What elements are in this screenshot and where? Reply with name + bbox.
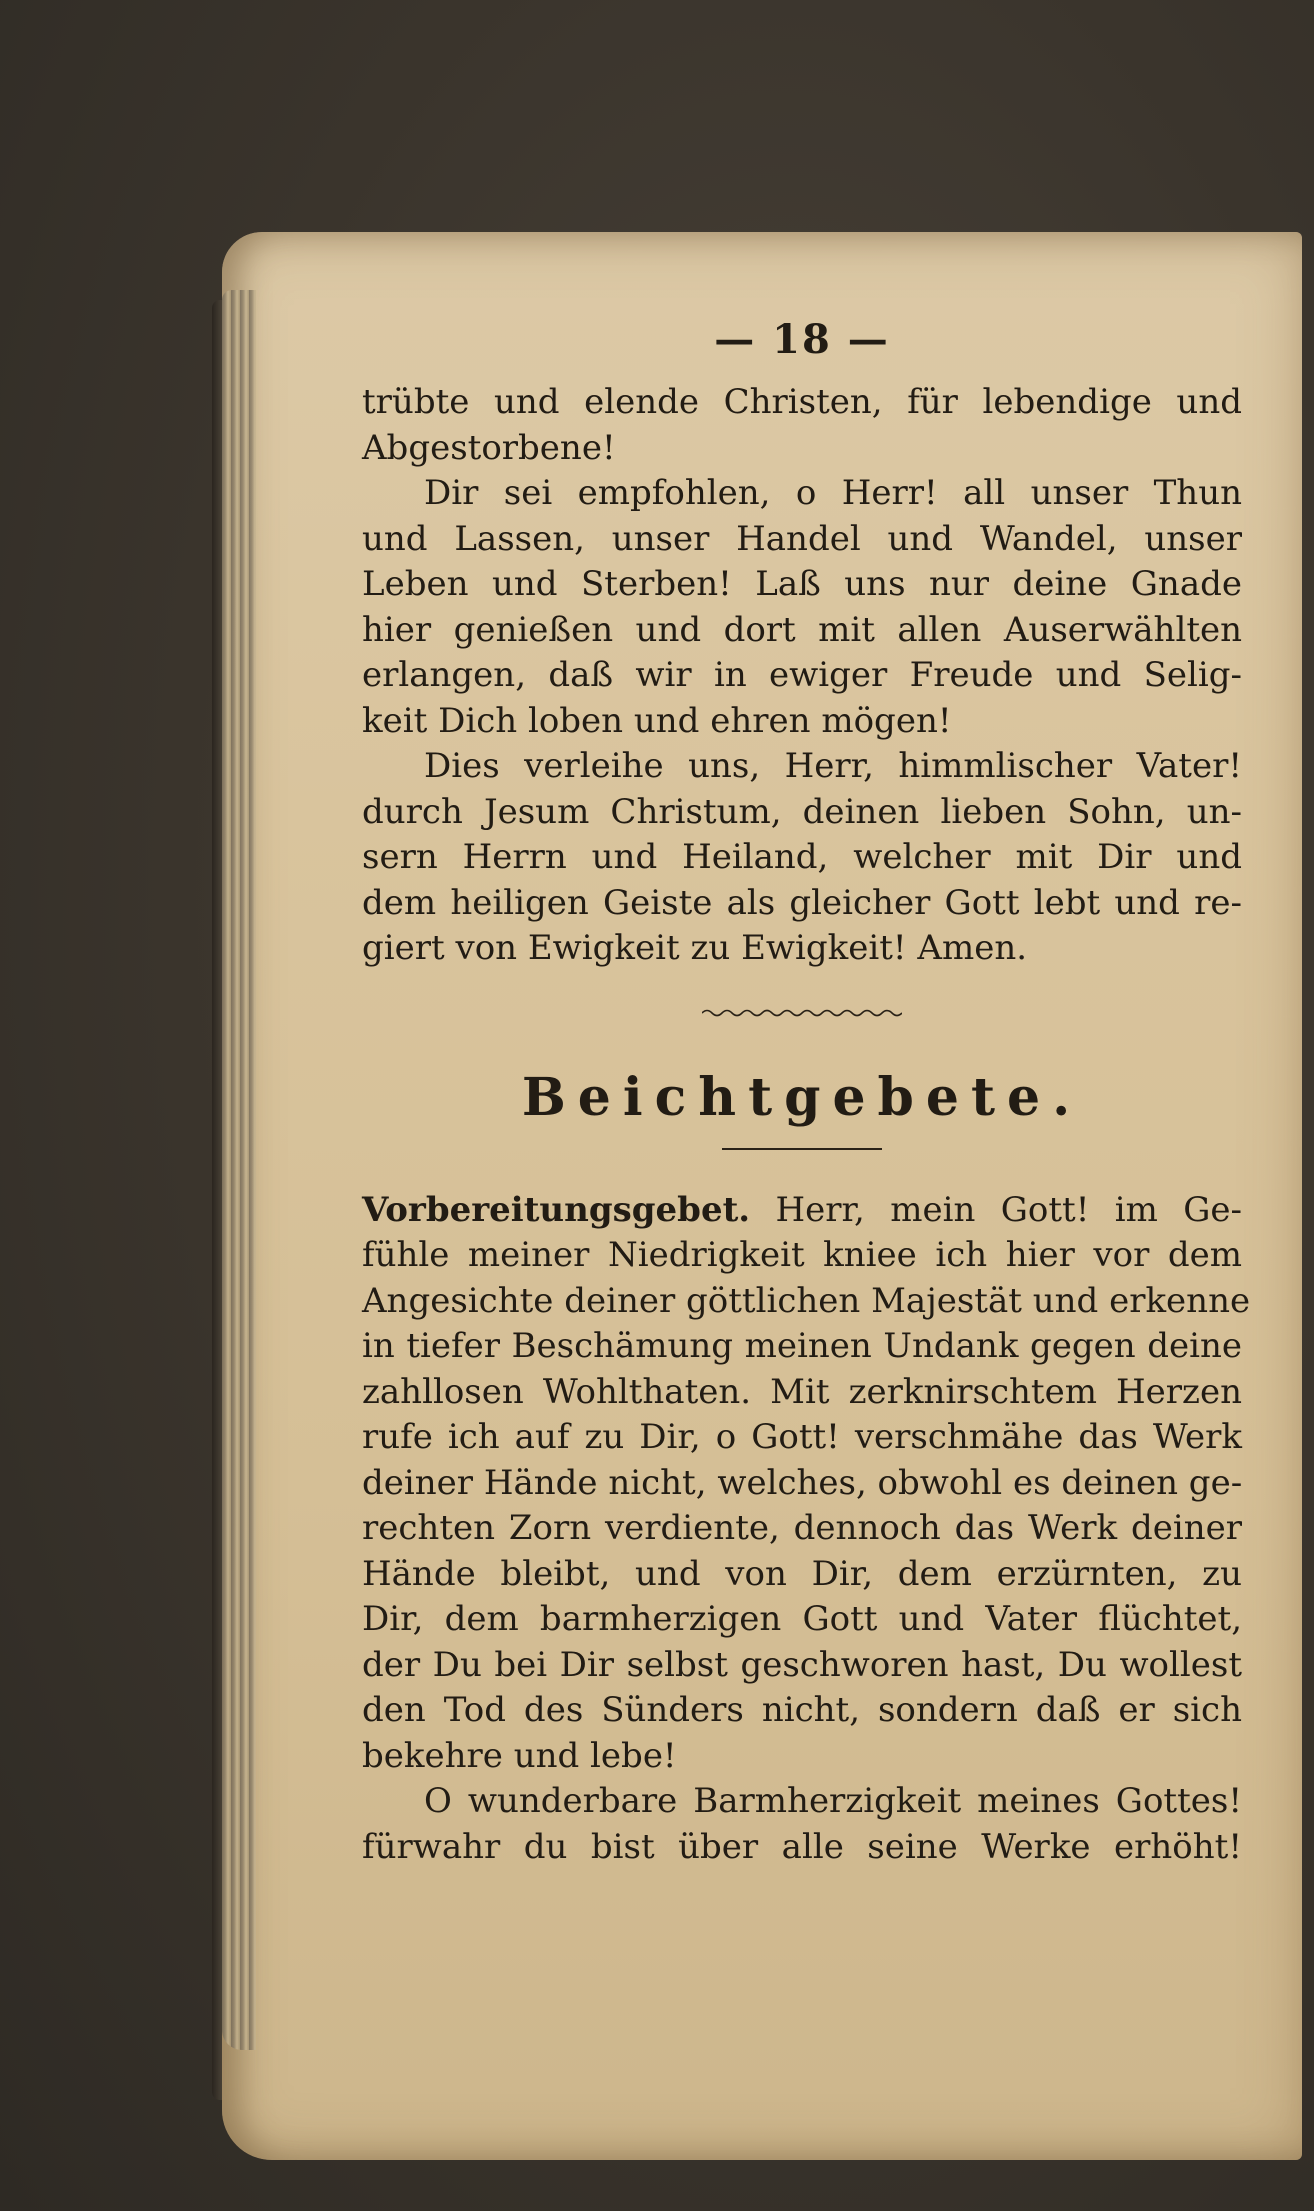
text-line (362, 1188, 1242, 1234)
text-line: rufe ich auf zu Dir, o Gott! verschmähe das Werk (362, 1417, 1242, 1457)
text-line: Leben und Sterben! Laß uns nur deine Gnade (362, 564, 1242, 604)
text-line: in tiefer Beschämung meinen Undank gegen deine (362, 1326, 1242, 1366)
prayer-continuation (362, 380, 1242, 972)
text-line: und Lassen, unser Handel und Wandel, unser (362, 518, 1242, 559)
text-line: Dir, dem barmherzigen Gott und Vater flüchtet, (362, 1599, 1242, 1639)
text-line: Abgestorbene! (362, 427, 616, 468)
text-fragment: Herr, mein Gott! im Ge- (750, 1189, 1242, 1230)
text-line: trübte und elende Christen, für lebendige und (362, 382, 1242, 422)
text-line: rechten Zorn verdiente, dennoch das Werk deiner (362, 1508, 1242, 1548)
prayer-title: Vorbereitungsgebet. (362, 1189, 751, 1230)
text-line: bekehre und lebe! (362, 1735, 677, 1776)
heading-underline (722, 1148, 882, 1150)
text-line: erlangen, daß wir in ewiger Freude und Selig- (362, 655, 1242, 695)
text-line: Hände bleibt, und von Dir, dem erzürnten, zu (362, 1553, 1242, 1594)
text-line: dem heiligen Geiste als gleicher Gott lebt und re- (362, 882, 1242, 923)
page-stack-edge (222, 290, 256, 2050)
text-line: den Tod des Sünders nicht, sondern daß er sich (362, 1690, 1242, 1730)
text-line: Dir sei empfohlen, o Herr! all unser Thun (424, 473, 1242, 513)
text-line: durch Jesum Christum, deinen lieben Sohn, un- (362, 791, 1242, 832)
text-line: keit Dich loben und ehren mögen! (362, 700, 952, 741)
text-line: hier genießen und dort mit allen Auserwählten (362, 609, 1242, 650)
preparation-prayer (362, 1188, 1251, 1871)
text-line: O wunderbare Barmherzigkeit meines Gottes! (424, 1781, 1242, 1821)
text-line: sern Herrn und Heiland, welcher mit Dir und (362, 837, 1242, 877)
text-line: fühle meiner Niedrigkeit kniee ich hier vor dem (362, 1235, 1242, 1275)
text-line: deiner Hände nicht, welches, obwohl es deinen ge- (362, 1462, 1243, 1503)
page-content (362, 300, 1251, 1870)
text-line: Dies verleihe uns, Herr, himmlischer Vater! (424, 746, 1242, 786)
text-line: giert von Ewigkeit zu Ewigkeit! Amen. (362, 928, 1028, 968)
text-line: fürwahr du bist über alle seine Werke erhöht! (362, 1826, 1242, 1867)
text-line: Angesichte deiner göttlichen Majestät und erkenne (362, 1280, 1251, 1321)
page-number: — 18 — (714, 316, 890, 363)
text-line: zahllosen Wohlthaten. Mit zerknirschtem Herzen (362, 1371, 1242, 1412)
wavy-divider (702, 1006, 902, 1020)
section-heading: Beichtgebete. (521, 1066, 1083, 1128)
text-line: der Du bei Dir selbst geschworen hast, Du wollest (362, 1644, 1242, 1685)
